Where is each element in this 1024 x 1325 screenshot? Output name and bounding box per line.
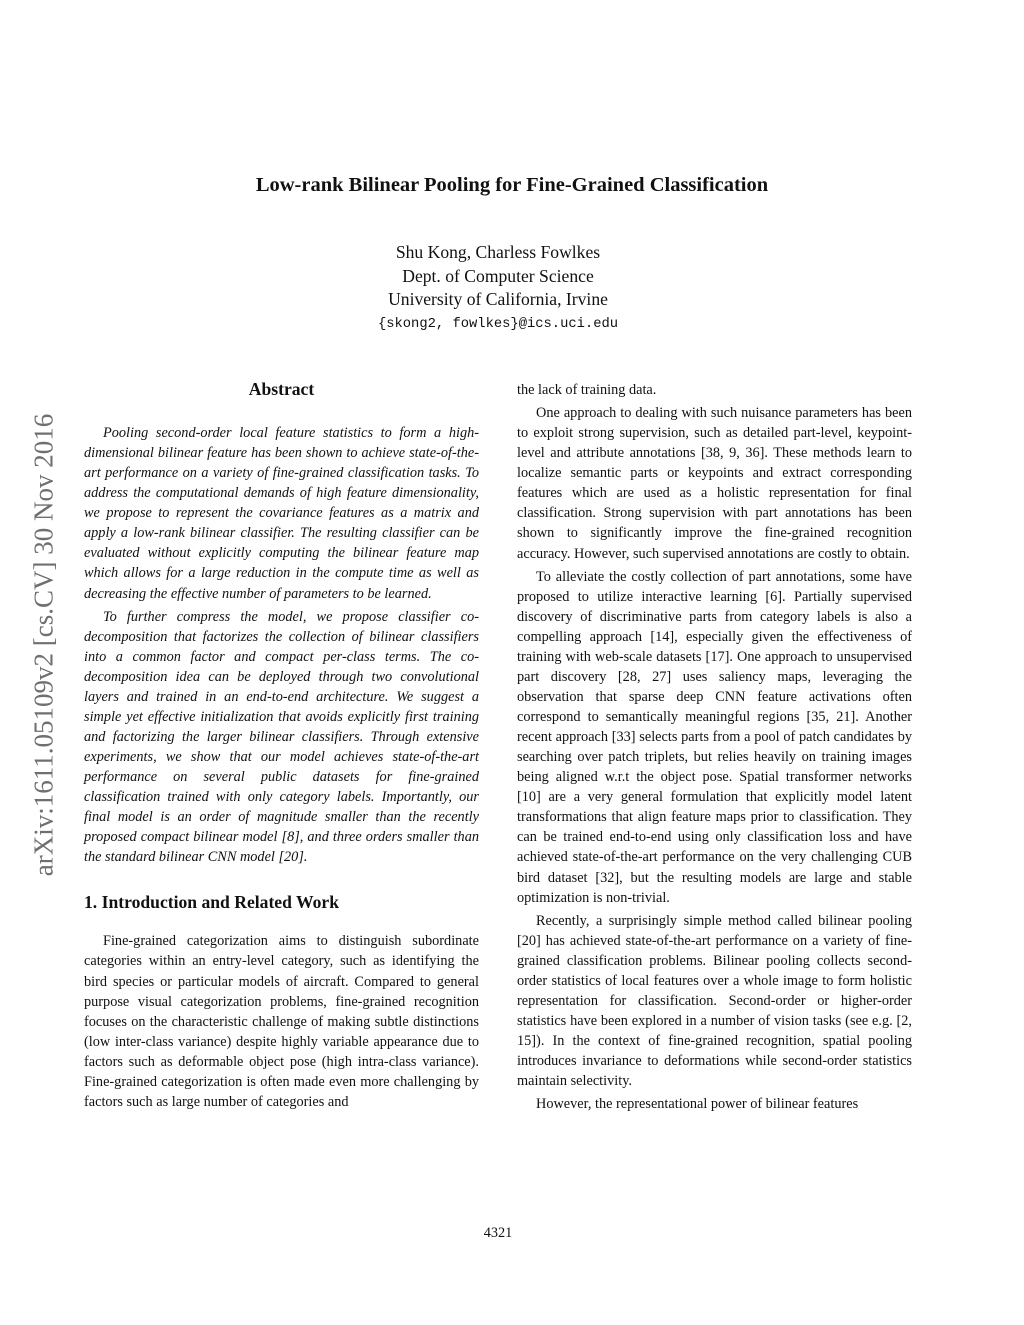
author-email: {skong2, fowlkes}@ics.uci.edu bbox=[377, 316, 619, 332]
intro-paragraph: Fine-grained categorization aims to distinguish subordinate categories within an entry-level category, such as identifying the bird species or particular models of aircraft. Compared to general purpose visual categorization problems, fine-grained recognition focuses on the characteristic challenge of making subtle distinctions (low inter-class variance) despite highly variable appearance due to factors such as deformable object pose (high intra-class variance). Fine-grained categorization is often made even more challenging by factors such as large number of categories and bbox=[84, 933, 479, 1110]
body-paragraph: Recently, a surprisingly simple method called bilinear pooling [20] has achieved state-of-the-art performance on a variety of fine-grained classification problems. Bilinear pooling collects second-order statistics of local features over a whole image to form holistic representation for classification. Second-order or higher-order statistics have been explored in a number of vision tasks (see e.g. [2, 15]). In the context of fine-grained recognition, spatial pooling introduces invariance to deformations while second-order statistics maintain selectivity. bbox=[517, 912, 912, 1090]
body-paragraph: the lack of training data. bbox=[517, 382, 657, 398]
arxiv-sidebar bbox=[0, 0, 60, 1325]
author-block bbox=[0, 241, 996, 338]
body-paragraph: To alleviate the costly collection of part annotations, some have proposed to utilize interactive learning [6]. Partially supervised discovery of discriminative parts from category labels is also a compelling approach [14], especially given the effectiveness of training with web-scale datasets [17]. One approach to unsupervised part discovery [28, 27] uses saliency maps, leveraging the observation that sparse deep CNN feature activations often correspond to semantically meaningful regions [35, 21]. Another recent approach [33] selects parts from a pool of patch candidates by searching over patch triplets, but relies heavily on training images being aligned w.r.t the object pose. Spatial transformer networks [10] are a very general formulation that explicitly model latent transformations that align feature maps prior to classification. They can be trained end-to-end using only classification loss and have achieved state-of-the-art performance on the very challenging CUB bird dataset [32], but the resulting models are large and stable optimization is non-trivial. bbox=[517, 568, 912, 906]
body-paragraph: One approach to dealing with such nuisance parameters has been to exploit strong supervision, such as detailed part-level, keypoint-level and attribute annotations [38, 9, 36]. These methods learn to localize semantic parts or keypoints and extract corresponding features which are used as a holistic representation for final classification. Strong supervision with part annotations has been shown to significantly improve the fine-grained recognition accuracy. However, such supervised annotations are costly to obtain. bbox=[517, 405, 912, 562]
body-paragraph: However, the representational power of bilinear features bbox=[536, 1096, 859, 1113]
abstract-paragraph: To further compress the model, we propose classifier co-decomposition that factorizes the collection of bilinear classifiers into a common factor and compact per-class terms. The co-decomposition idea can be deployed through two convolutional layers and trained in an end-to-end architecture. We suggest a simple yet effective initialization that avoids explicitly first training and factorizing the larger bilinear classifiers. Through extensive experiments, we show that our model achieves state-of-the-art performance on several public datasets for fine-grained classification trained with only category labels. Importantly, our final model is an order of magnitude smaller than the recently proposed compact bilinear model [8], and three orders smaller than the standard bilinear CNN model [20]. bbox=[84, 608, 479, 866]
left-column bbox=[84, 377, 479, 1115]
author-department: Dept. of Computer Science bbox=[402, 265, 594, 286]
abstract-paragraph: Pooling second-order local feature statistics to form a high-dimensional bilinear feature has been shown to achieve state-of-the-art performance on a variety of fine-grained classification tasks. To address the computational demands of high feature dimensionality, we propose to represent the covariance features as a matrix and apply a low-rank bilinear classifier. The resulting classifier can be evaluated without explicitly computing the bilinear feature map which allows for a large reduction in the compute time as well as decreasing the effective number of parameters to be learned. bbox=[84, 425, 479, 602]
abstract-section bbox=[84, 377, 479, 867]
section-heading-introduction: 1. Introduction and Related Work bbox=[84, 892, 339, 913]
page-number: 4321 bbox=[483, 1225, 513, 1241]
abstract-heading: Abstract bbox=[248, 379, 315, 399]
author-university: University of California, Irvine bbox=[388, 289, 608, 309]
arxiv-identifier: arXiv:1611.05109v2 [cs.CV] 30 Nov 2016 bbox=[28, 413, 59, 877]
right-column bbox=[517, 380, 912, 1117]
author-names: Shu Kong, Charless Fowlkes bbox=[395, 242, 601, 262]
paper-title: Low-rank Bilinear Pooling for Fine-Grained Classification bbox=[255, 174, 769, 196]
